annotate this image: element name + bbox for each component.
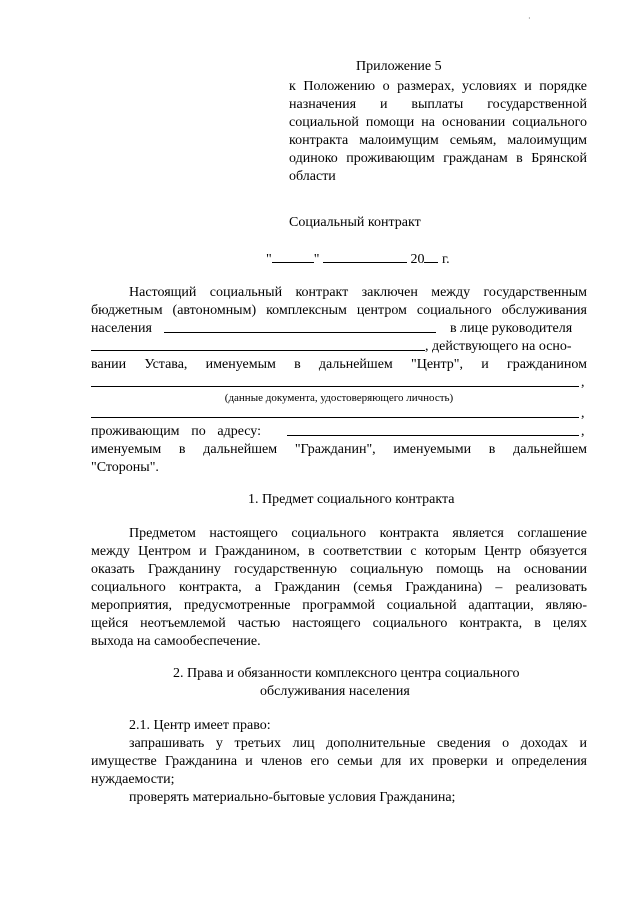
date-quote: " bbox=[266, 252, 272, 267]
section1-line: мероприятия, предусмотренные программой социальной адаптации, являю- bbox=[91, 598, 587, 613]
appendix-line: одиноко проживающим гражданам в Брянской bbox=[289, 151, 587, 166]
intro-line-right: , действующего на осно- bbox=[425, 339, 572, 354]
date-quote: " bbox=[313, 252, 320, 267]
center-name-blank bbox=[164, 320, 436, 333]
year-blank bbox=[424, 250, 438, 263]
section1-line: Предметом настоящего социального контракта является соглашение bbox=[129, 526, 587, 541]
appendix-line: области bbox=[289, 169, 336, 184]
appendix-line: назначения и выплаты государственной bbox=[289, 97, 587, 112]
comma: , bbox=[581, 406, 585, 421]
intro-line: вании Устава, именуемым в дальнейшем "Центр", и гражданином bbox=[91, 357, 587, 372]
comma: , bbox=[581, 424, 585, 439]
appendix-title: Приложение 5 bbox=[356, 59, 442, 74]
scan-mark: · bbox=[528, 14, 531, 23]
month-blank bbox=[323, 250, 407, 263]
address-blank bbox=[287, 423, 579, 436]
contract-date bbox=[266, 250, 450, 268]
section2-heading: обслуживания населения bbox=[260, 684, 410, 699]
document-caption: (данные документа, удостоверяющего личность) bbox=[224, 392, 454, 404]
year-suffix: г. bbox=[441, 252, 450, 267]
section1-line: щейся неотъемлемой частью настоящего социального контракта, в целях bbox=[91, 616, 587, 631]
appendix-line: социальной помощи на основании социального bbox=[289, 115, 587, 130]
intro-line: Настоящий социальный контракт заключен между государственным bbox=[129, 285, 587, 300]
section2-heading: 2. Права и обязанности комплексного центра социального bbox=[173, 666, 520, 681]
right-item-line: проверять материально-бытовые условия Гражданина; bbox=[129, 790, 456, 805]
director-name-blank bbox=[91, 338, 425, 351]
day-blank bbox=[272, 250, 314, 263]
appendix-line: контракта малоимущим семьям, малоимущим bbox=[289, 133, 587, 148]
intro-line: именуемым в дальнейшем "Гражданин", именуемыми в дальнейшем bbox=[91, 442, 587, 457]
intro-line-left: населения bbox=[91, 321, 152, 336]
document-title: Социальный контракт bbox=[289, 215, 421, 230]
comma: , bbox=[581, 375, 585, 390]
section1-line: социального контракта, а Гражданин (семья Гражданина) – реализовать bbox=[91, 580, 587, 595]
section1-heading: 1. Предмет социального контракта bbox=[248, 492, 455, 507]
appendix-line: к Положению о размерах, условиях и порядке bbox=[289, 79, 587, 94]
section1-line: выхода на самообеспечение. bbox=[91, 634, 261, 649]
subsection-2-1: 2.1. Центр имеет право: bbox=[129, 718, 271, 733]
intro-line-right: в лице руководителя bbox=[450, 321, 573, 336]
right-item-line: имуществе Гражданина и членов его семьи для их проверки и определения bbox=[91, 754, 587, 769]
citizen-name-blank bbox=[91, 374, 579, 387]
right-item-line: нуждаемости; bbox=[91, 772, 175, 787]
address-label: проживающим по адресу: bbox=[91, 424, 261, 439]
intro-line: "Стороны". bbox=[91, 460, 159, 475]
intro-line: бюджетным (автономным) комплексным центром социального обслуживания bbox=[91, 303, 587, 318]
section1-line: оказать Гражданину государственную социальную помощь на основании bbox=[91, 562, 587, 577]
section1-line: между Центром и Гражданином, в соответствии с которым Центр обязуется bbox=[91, 544, 587, 559]
document-data-blank bbox=[91, 405, 579, 418]
year-prefix: 20 bbox=[410, 252, 425, 267]
right-item-line: запрашивать у третьих лиц дополнительные сведения о доходах и bbox=[129, 736, 587, 751]
